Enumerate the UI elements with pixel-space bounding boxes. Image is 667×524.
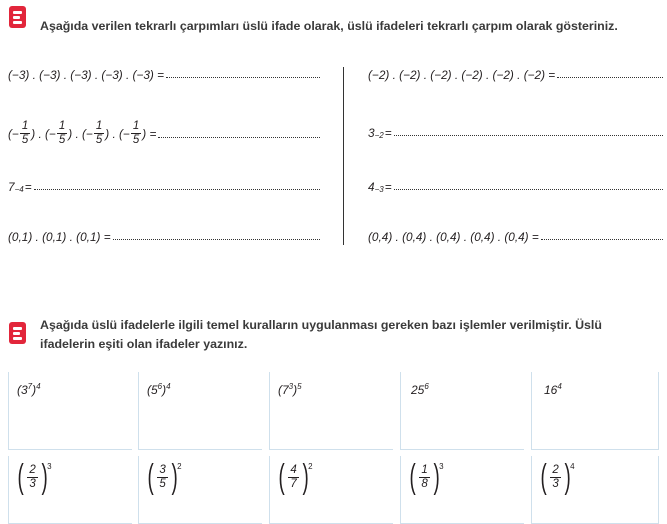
fraction-power: ( $\frac{1}{8}$ ) $^3$	[409, 458, 444, 496]
fraction-power: ( $\frac{2}{3}$ ) $^3$	[17, 458, 52, 496]
exercise-left-1[interactable]: (−3) . (−3) . (−3) . (−3) . (−3) =	[8, 68, 320, 82]
exercise-right-1[interactable]: (−2) . (−2) . (−2) . (−2) . (−2) . (−2) =	[368, 68, 663, 82]
answer-line	[166, 77, 320, 78]
grid-cell[interactable]	[138, 456, 262, 524]
exercise-right-3[interactable]: 4 $_{-3}$ =	[368, 180, 663, 194]
grid-cell[interactable]	[269, 372, 393, 450]
answer-line	[158, 137, 320, 138]
exercise-left-3[interactable]: 7 $_{-4}$ =	[8, 180, 320, 194]
grid-cell[interactable]	[531, 456, 659, 524]
power-expression: $16^4$	[544, 382, 562, 397]
power-expression: $25^6$	[411, 382, 429, 397]
section-2-icon	[9, 322, 26, 344]
exercise-right-2[interactable]: 3 $_{-2}$ =	[368, 126, 663, 140]
fraction-power: ( $\frac{3}{5}$ ) $^2$	[147, 458, 182, 496]
answer-line	[557, 77, 663, 78]
answer-line	[541, 239, 663, 240]
grid-cell[interactable]	[269, 456, 393, 524]
answer-line	[34, 189, 320, 190]
grid-cell[interactable]	[8, 372, 132, 450]
grid-cell[interactable]	[138, 372, 262, 450]
section-1-icon	[9, 6, 26, 28]
answer-line	[394, 189, 663, 190]
grid-cell[interactable]	[531, 372, 659, 450]
power-expression: $(7^3)^5$	[278, 382, 302, 397]
exercise-left-2[interactable]: (− $\frac{1}{5}$ ) . (− $\frac{1}{5}$ ) . (− $\frac{1}{5}$ ) . (− $\frac{1}{5}$ ) =	[8, 120, 320, 147]
answer-line	[113, 239, 320, 240]
grid-cell[interactable]	[8, 456, 132, 524]
fraction-power: ( $\frac{2}{3}$ ) $^4$	[540, 458, 575, 496]
answer-line	[394, 135, 663, 136]
section-1-instruction: Aşağıda verilen tekrarlı çarpımları üslü ifade olarak, üslü ifadeleri tekrarlı çarpım olarak gösteriniz.	[40, 19, 618, 33]
section-2-instruction: Aşağıda üslü ifadelerle ilgili temel kuralların uygulanması gereken bazı işlemler verilmiştir. Üslü ifadelerin eşiti olan ifadeler yazınız.	[40, 318, 602, 351]
grid-cell[interactable]	[400, 456, 524, 524]
power-expression: $(5^6)^4$	[147, 382, 171, 397]
grid-cell[interactable]	[400, 372, 524, 450]
power-expression: $(3^7)^4$	[17, 382, 41, 397]
exercise-right-4[interactable]: (0,4) . (0,4) . (0,4) . (0,4) . (0,4) =	[368, 230, 663, 244]
fraction-power: ( $\frac{4}{7}$ ) $^2$	[278, 458, 313, 496]
exercise-left-4[interactable]: (0,1) . (0,1) . (0,1) =	[8, 230, 320, 244]
column-divider	[343, 67, 344, 245]
